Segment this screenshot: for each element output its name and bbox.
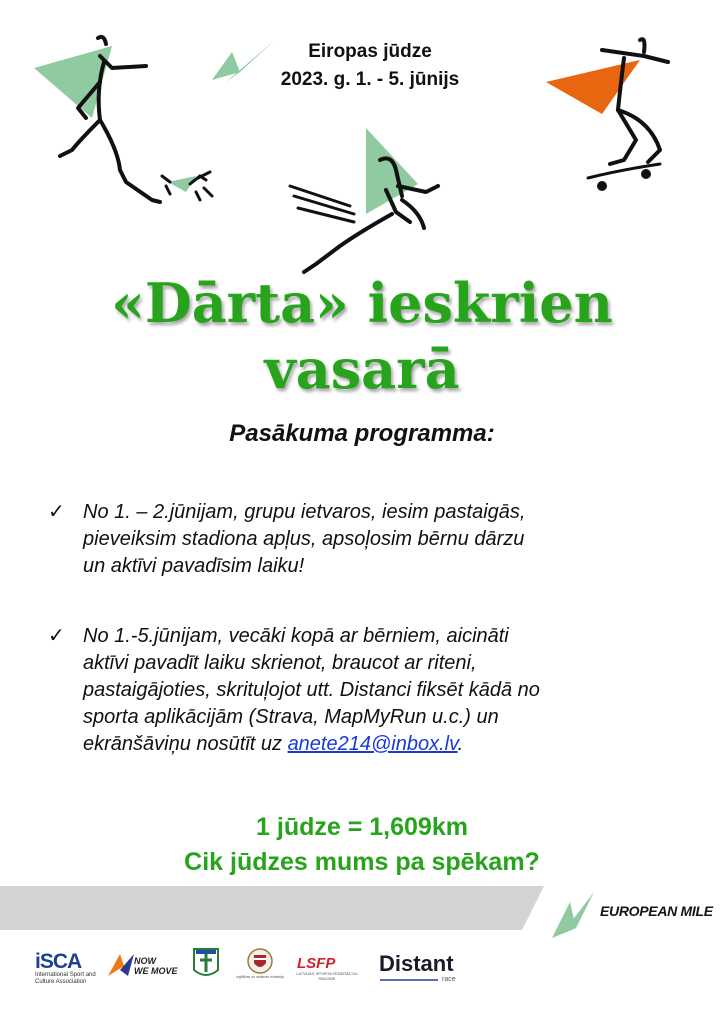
- program-item-1-text: No 1. – 2.jūnijam, grupu ietvaros, iesim pastaigās, pieveiksim stadiona apļus, apsoļosim bērnu dārzu un aktīvi pavadīsim laiku!: [83, 501, 526, 577]
- email-link[interactable]: anete214@inbox.lv: [287, 733, 458, 755]
- event-dates: 2023. g. 1. - 5. jūnijs: [280, 69, 460, 90]
- distant-race-caption: race: [442, 976, 456, 983]
- mile-question: Cik jūdzes mums pa spēkam?: [184, 848, 540, 876]
- event-name: Eiropas jūdze: [308, 41, 432, 62]
- walker-figure: [34, 37, 160, 202]
- program-item-2-text: No 1.-5.jūnijam, vecāki kopā ar bērniem, aicināti aktīvi pavadīt laiku skrienot, braucot ar riteni, pastaigājoties, skrituļojot utt. Distanci fiksēt kādā no sporta aplikācijām (Strava, MapMyRun u.c.) un ekrānšāviņu nosūtīt uz anete214@inbox.lv.: [83, 625, 540, 755]
- isca-logo: iSCA: [35, 950, 82, 973]
- distant-underline-icon: [380, 978, 440, 982]
- title-line-2: vasarā: [264, 337, 460, 401]
- lsfp-logo: LSFP: [297, 955, 336, 972]
- mile-conversion: 1 jūdze = 1,609km: [256, 813, 468, 841]
- skater-figure: [546, 39, 668, 189]
- now-we-move-logo: NOW WE MOVE: [134, 956, 178, 976]
- title-line-1: «Dārta» ieskrien: [111, 271, 613, 335]
- ministry-coat-of-arms-icon: [246, 947, 274, 975]
- sports-club-emblem-icon: [193, 948, 219, 980]
- now-we-move-icon: [108, 952, 136, 978]
- page-title: [0, 270, 724, 402]
- isca-caption: International Sport and Culture Association: [35, 972, 96, 985]
- checkmark-icon: ✓: [48, 501, 65, 523]
- mile-info: [0, 810, 724, 880]
- checkmark-icon: ✓: [48, 625, 65, 647]
- european-mile-small-icon: [212, 40, 275, 82]
- ministry-caption: Izglītības un zinātnes ministrija: [236, 975, 284, 979]
- european-mile-brand: EUROPEAN MILE: [600, 903, 713, 919]
- dog-figure: [162, 172, 212, 200]
- european-mile-logo-icon: [548, 888, 600, 942]
- program-heading: Pasākuma programma:: [229, 420, 495, 447]
- distant-race-logo: Distant: [379, 951, 454, 976]
- event-date-block: [270, 38, 470, 94]
- runner-figure: [290, 128, 438, 272]
- lsfp-caption: LATVIJAS SPORTA FEDERĀCIJU PADOME: [296, 971, 358, 981]
